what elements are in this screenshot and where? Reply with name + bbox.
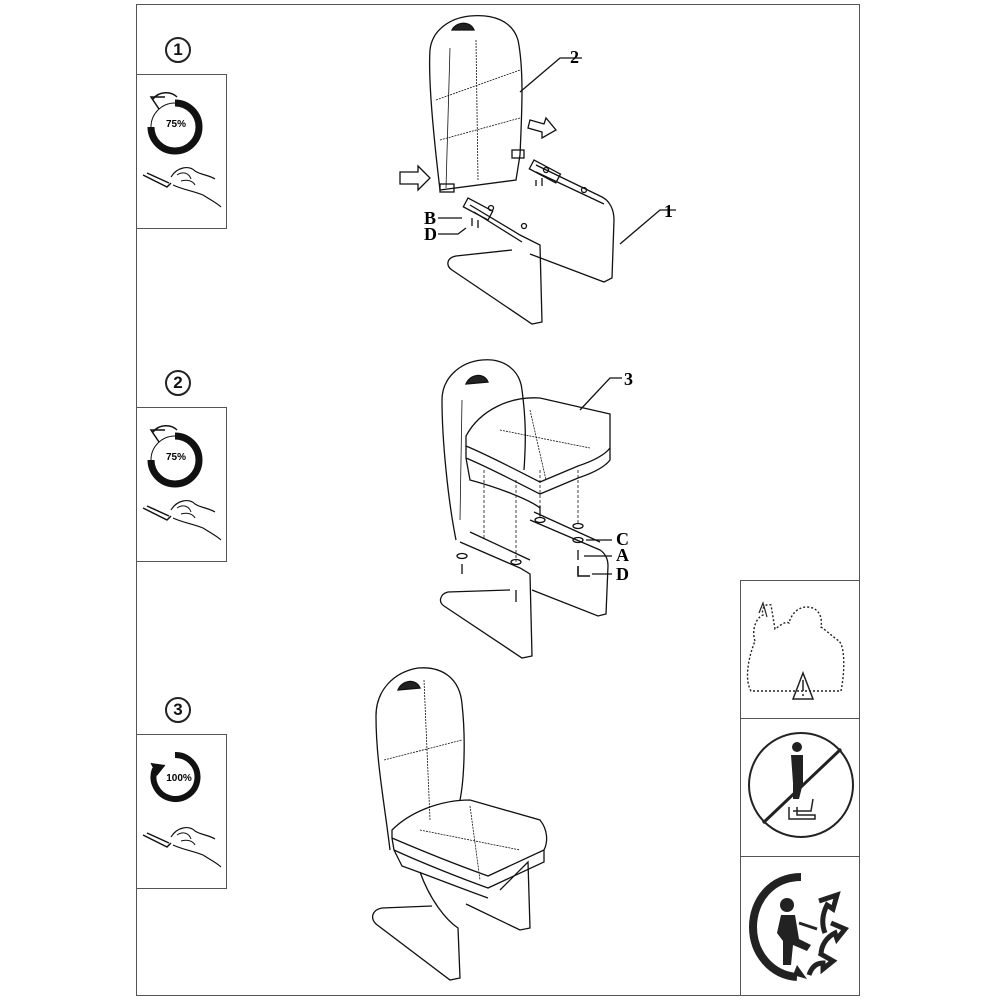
warning-panel <box>740 580 860 996</box>
step-number-1: 1 <box>165 37 191 63</box>
recycle-figure-icon <box>741 857 859 995</box>
torque-percent-2: 75% <box>165 452 187 463</box>
callout-part-3: 3 <box>624 369 633 389</box>
step-number-3: 3 <box>165 697 191 723</box>
torque-percent-1: 75% <box>165 119 187 130</box>
assembled-backrest <box>376 668 464 850</box>
warning-cell-1 <box>741 581 859 719</box>
callout-step2-a: A <box>616 545 629 565</box>
step-number-2: 2 <box>165 370 191 396</box>
warning-triangle-icon <box>741 581 859 719</box>
assembled-frame <box>373 872 460 980</box>
torque-percent-3: 100% <box>166 773 192 784</box>
callout-step2-d: D <box>616 564 629 584</box>
no-standing-on-chair-icon <box>741 719 859 857</box>
callout-part-1: 1 <box>664 201 673 221</box>
callout-step1-d: D <box>424 224 437 244</box>
warning-cell-2 <box>741 719 859 857</box>
warning-cell-3 <box>741 857 859 995</box>
callout-part-2: 2 <box>570 47 579 67</box>
callout-step2-c: C <box>616 529 629 549</box>
callout-step1-b: B <box>424 208 437 228</box>
